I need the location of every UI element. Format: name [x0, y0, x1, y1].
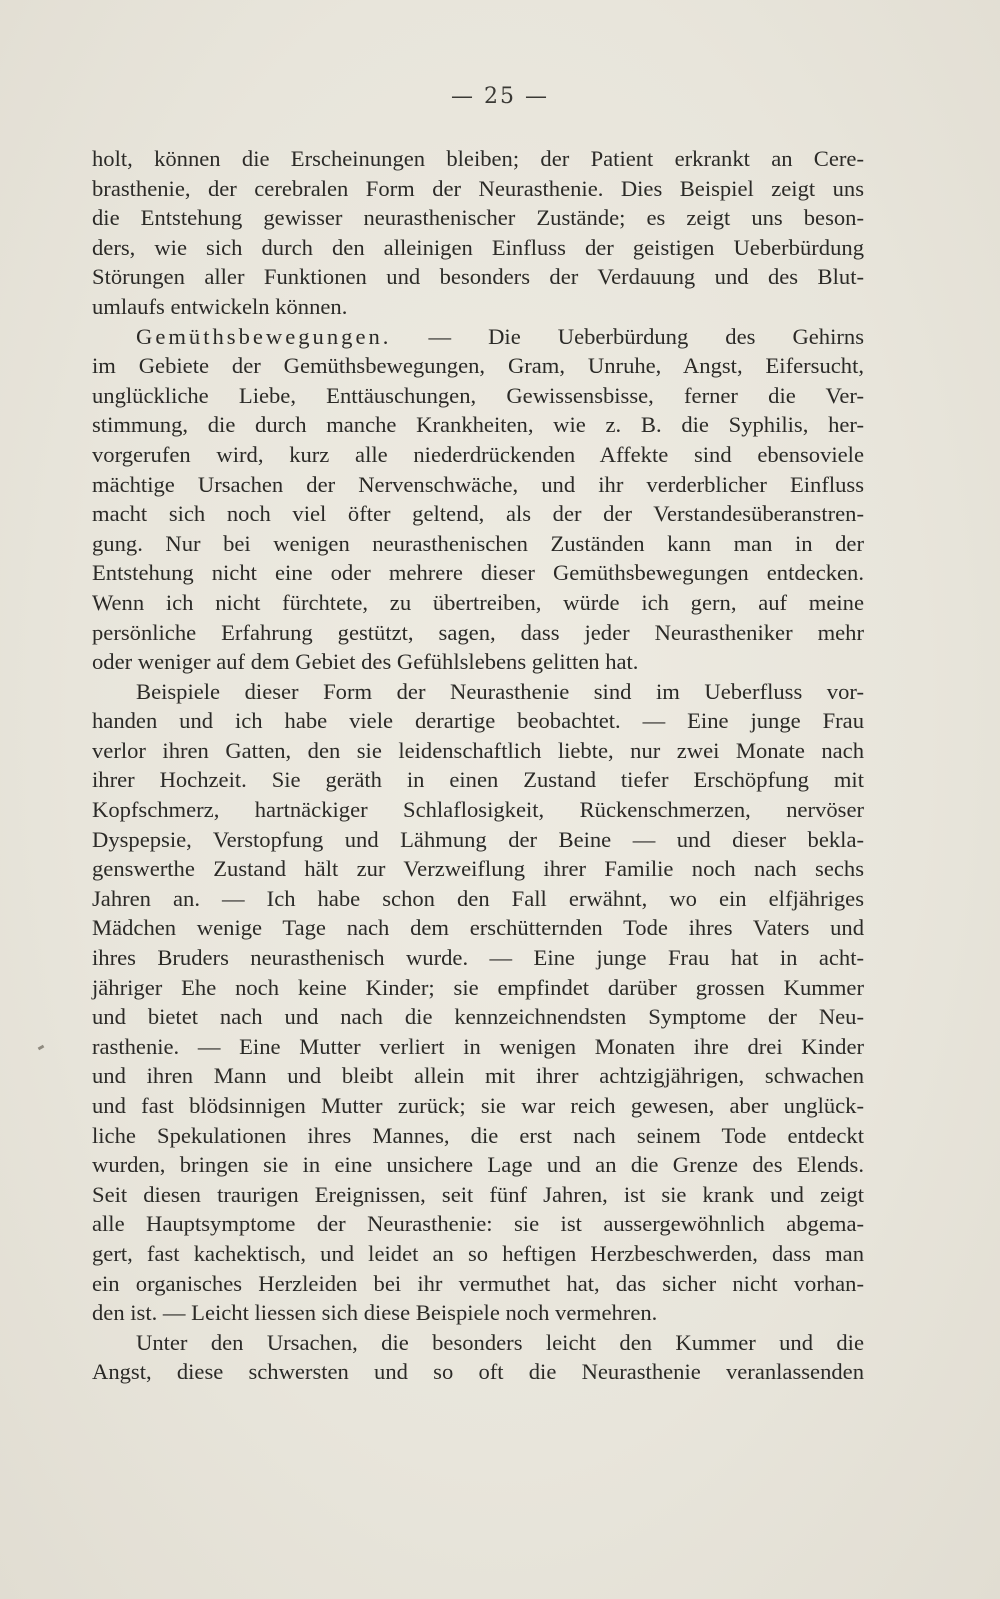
text-line: Gemüthsbewegungen. — Die Ueberbürdung des Gehirns [136, 323, 864, 349]
text-line: persönliche Erfahrung gestützt, sagen, dass jeder Neurastheniker mehr [92, 619, 864, 645]
spaced-heading: Gemüthsbewegungen. [136, 323, 392, 349]
text-line: brasthenie, der cerebralen Form der Neurasthenie. Dies Beispiel zeigt uns [92, 175, 864, 201]
body-text [92, 144, 864, 1387]
text-line: und fast blödsinnigen Mutter zurück; sie war reich gewesen, aber unglück- [92, 1093, 864, 1118]
text-line: rasthenie. — Eine Mutter verliert in wenigen Monaten ihre drei Kinder [92, 1033, 864, 1059]
margin-mark [38, 1045, 45, 1051]
text-line: mächtige Ursachen der Nervenschwäche, und ihr verderblicher Einfluss [92, 471, 864, 497]
text-line: ein organisches Herzleiden bei ihr vermuthet hat, das sicher nicht vorhan- [92, 1270, 864, 1296]
text-line: den ist. — Leicht liessen sich diese Beispiele noch vermehren. [92, 1300, 658, 1326]
text-line: jähriger Ehe noch keine Kinder; sie empfindet darüber grossen Kummer [92, 974, 864, 1000]
text-line: macht sich noch viel öfter geltend, als der der Verstandesüberanstren- [92, 501, 864, 527]
text-line: gert, fast kachektisch, und leidet an so heftigen Herzbeschwerden, dass man [92, 1240, 864, 1266]
text-line: Kopfschmerz, hartnäckiger Schlaflosigkeit, Rückenschmerzen, nervöser [92, 797, 864, 823]
text-line: und ihren Mann und bleibt allein mit ihrer achtzigjährigen, schwachen [92, 1063, 864, 1089]
text-line: Wenn ich nicht fürchtete, zu übertreiben, würde ich gern, auf meine [92, 589, 864, 615]
text-line: Dyspepsie, Verstopfung und Lähmung der Beine — und dieser bekla- [92, 826, 864, 852]
text-line: Jahren an. — Ich habe schon den Fall erwähnt, wo ein elfjähriges [92, 885, 864, 911]
text-line: ders, wie sich durch den alleinigen Einfluss der geistigen Ueberbürdung [92, 234, 864, 260]
text-line: Entstehung nicht eine oder mehrere dieser Gemüthsbewegungen entdecken. [92, 560, 864, 586]
text-line: wurden, bringen sie in eine unsichere Lage und an die Grenze des Elends. [92, 1152, 864, 1178]
text-line: Seit diesen traurigen Ereignissen, seit fünf Jahren, ist sie krank und zeigt [92, 1181, 864, 1207]
text-line: handen und ich habe viele derartige beobachtet. — Eine junge Frau [92, 708, 864, 734]
text-line: im Gebiete der Gemüthsbewegungen, Gram, Unruhe, Angst, Eifersucht, [92, 353, 864, 379]
text-line: genswerthe Zustand hält zur Verzweiflung ihrer Familie noch nach sechs [92, 856, 864, 882]
text-line: holt, können die Erscheinungen bleiben; der Patient erkrankt an Cere- [92, 146, 864, 171]
text-line: Beispiele dieser Form der Neurasthenie sind im Ueberfluss vor- [136, 678, 864, 704]
page-number: — 25 — [451, 84, 549, 109]
text-line: gung. Nur bei wenigen neurasthenischen Zuständen kann man in der [92, 530, 864, 556]
text-line: Mädchen wenige Tage nach dem erschütternden Tode ihres Vaters und [92, 915, 864, 941]
text-line: liche Spekulationen ihres Mannes, die erst nach seinem Tode entdeckt [92, 1122, 864, 1148]
text-line: stimmung, die durch manche Krankheiten, wie z. B. die Syphilis, her- [92, 412, 864, 438]
text-line: alle Hauptsymptome der Neurasthenie: sie ist aussergewöhnlich abgema- [92, 1211, 864, 1237]
text-line: Unter den Ursachen, die besonders leicht den Kummer und die [136, 1329, 864, 1355]
text-line: und bietet nach und nach die kennzeichnendsten Symptome der Neu- [92, 1004, 864, 1030]
text-line: Angst, diese schwersten und so oft die Neurasthenie veranlassenden [92, 1359, 864, 1385]
text-line: Störungen aller Funktionen und besonders der Verdauung und des Blut- [92, 264, 864, 290]
text-line: ihres Bruders neurasthenisch wurde. — Eine junge Frau hat in acht- [92, 945, 864, 971]
text-line: vorgerufen wird, kurz alle niederdrückenden Affekte sind ebensoviele [92, 441, 864, 467]
text-line: unglückliche Liebe, Enttäuschungen, Gewissensbisse, ferner die Ver- [92, 382, 864, 408]
text-line: die Entstehung gewisser neurasthenischer Zustände; es zeigt uns beson- [92, 205, 864, 231]
text-line: oder weniger auf dem Gebiet des Gefühlslebens gelitten hat. [92, 649, 639, 675]
text-line: verlor ihren Gatten, den sie leidenschaftlich liebte, nur zwei Monate nach [92, 737, 864, 763]
text-line: ihrer Hochzeit. Sie geräth in einen Zustand tiefer Erschöpfung mit [92, 767, 864, 793]
text-line: umlaufs entwickeln können. [92, 293, 348, 319]
